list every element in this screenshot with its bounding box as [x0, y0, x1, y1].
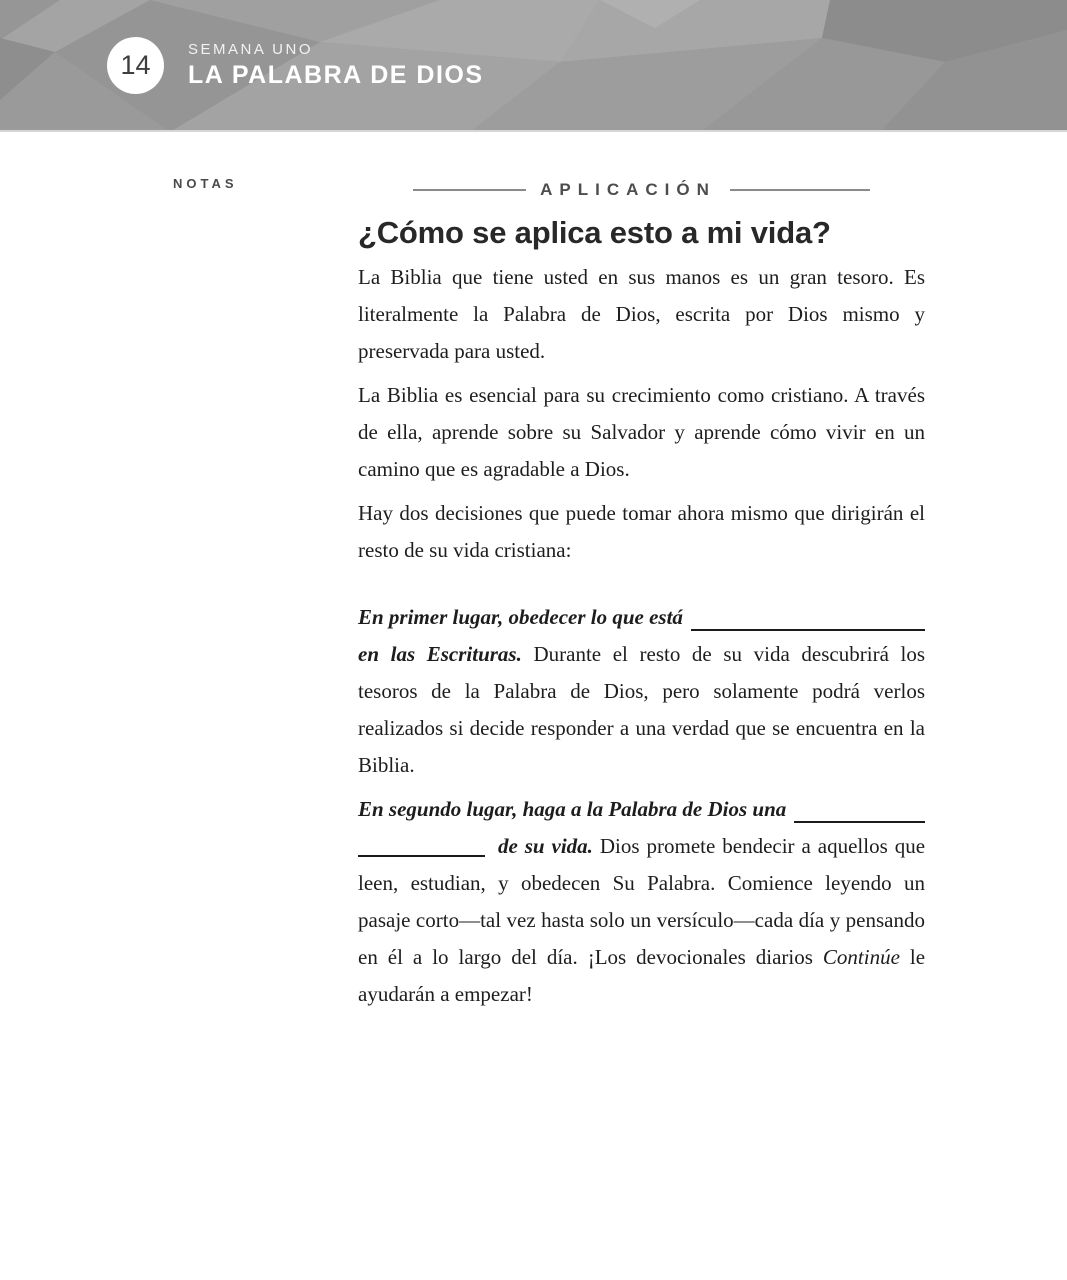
decision-1-continuation: [358, 636, 925, 784]
fill-in-blank-2: [794, 821, 925, 823]
week-title: LA PALABRA DE DIOS: [188, 61, 484, 89]
decision-1-text: Durante el resto de su vida descubrirá los tesoros de la Palabra de Dios, pero solamente podrá verlos realizados si decide responder a una verdad que se encuentra en la Biblia.: [358, 642, 926, 777]
fill-in-blank-3: [358, 855, 485, 857]
section-rule-left: [413, 189, 526, 191]
decision-2-lead-line: [358, 791, 925, 828]
decision-block-1: [358, 599, 925, 784]
decision-2-continuation: [358, 828, 925, 1013]
page-header: [0, 0, 1067, 132]
page-title: ¿Cómo se aplica esto a mi vida?: [358, 215, 831, 250]
page-number-badge: [107, 37, 164, 94]
body-paragraph-3: Hay dos decisiones que puede tomar ahora mismo que dirigirán el resto de su vida cristiana:: [358, 501, 925, 562]
notes-label: NOTAS: [173, 176, 238, 191]
decision-2-bold-phrase: de su vida.: [497, 834, 593, 858]
decision-2-text-b: le ayudarán a empezar!: [358, 945, 926, 1006]
week-kicker: SEMANA UNO: [188, 41, 314, 58]
fill-in-blank-1: [691, 629, 925, 631]
decision-1-bold-phrase: en las Escrituras.: [358, 642, 522, 666]
body-paragraph-1: La Biblia que tiene usted en sus manos es un gran tesoro. Es literalmente la Palabra de Dios, escrita por Dios mismo y preservada para usted.: [358, 265, 925, 363]
section-label: APLICACIÓN: [540, 180, 716, 199]
decision-block-2: [358, 791, 925, 1013]
header-titles: [188, 41, 484, 89]
page-number: 14: [120, 49, 151, 80]
body-paragraph-2: La Biblia es esencial para su crecimiento como cristiano. A través de ella, aprende sobre su Salvador y aprende cómo vivir en un camino que es agradable a Dios.: [358, 383, 925, 481]
decision-2-text-a: Dios promete bendecir a aquellos que leen, estudian, y obedecen Su Palabra. Comience leyendo un pasaje corto—tal vez hasta solo un versículo—cada día y pensando en él a lo largo del día. ¡Los devocionales diarios: [358, 834, 926, 969]
book-title-italic: Continúe: [822, 945, 900, 969]
header-content: [0, 0, 1067, 130]
main-content: [358, 180, 925, 1013]
decision-1-lead-line: [358, 599, 925, 636]
decision-2-lead: En segundo lugar, haga a la Palabra de Dios una: [358, 797, 787, 821]
section-header: [358, 180, 925, 200]
decision-1-lead: En primer lugar, obedecer lo que está: [358, 605, 683, 629]
section-rule-right: [730, 189, 870, 191]
